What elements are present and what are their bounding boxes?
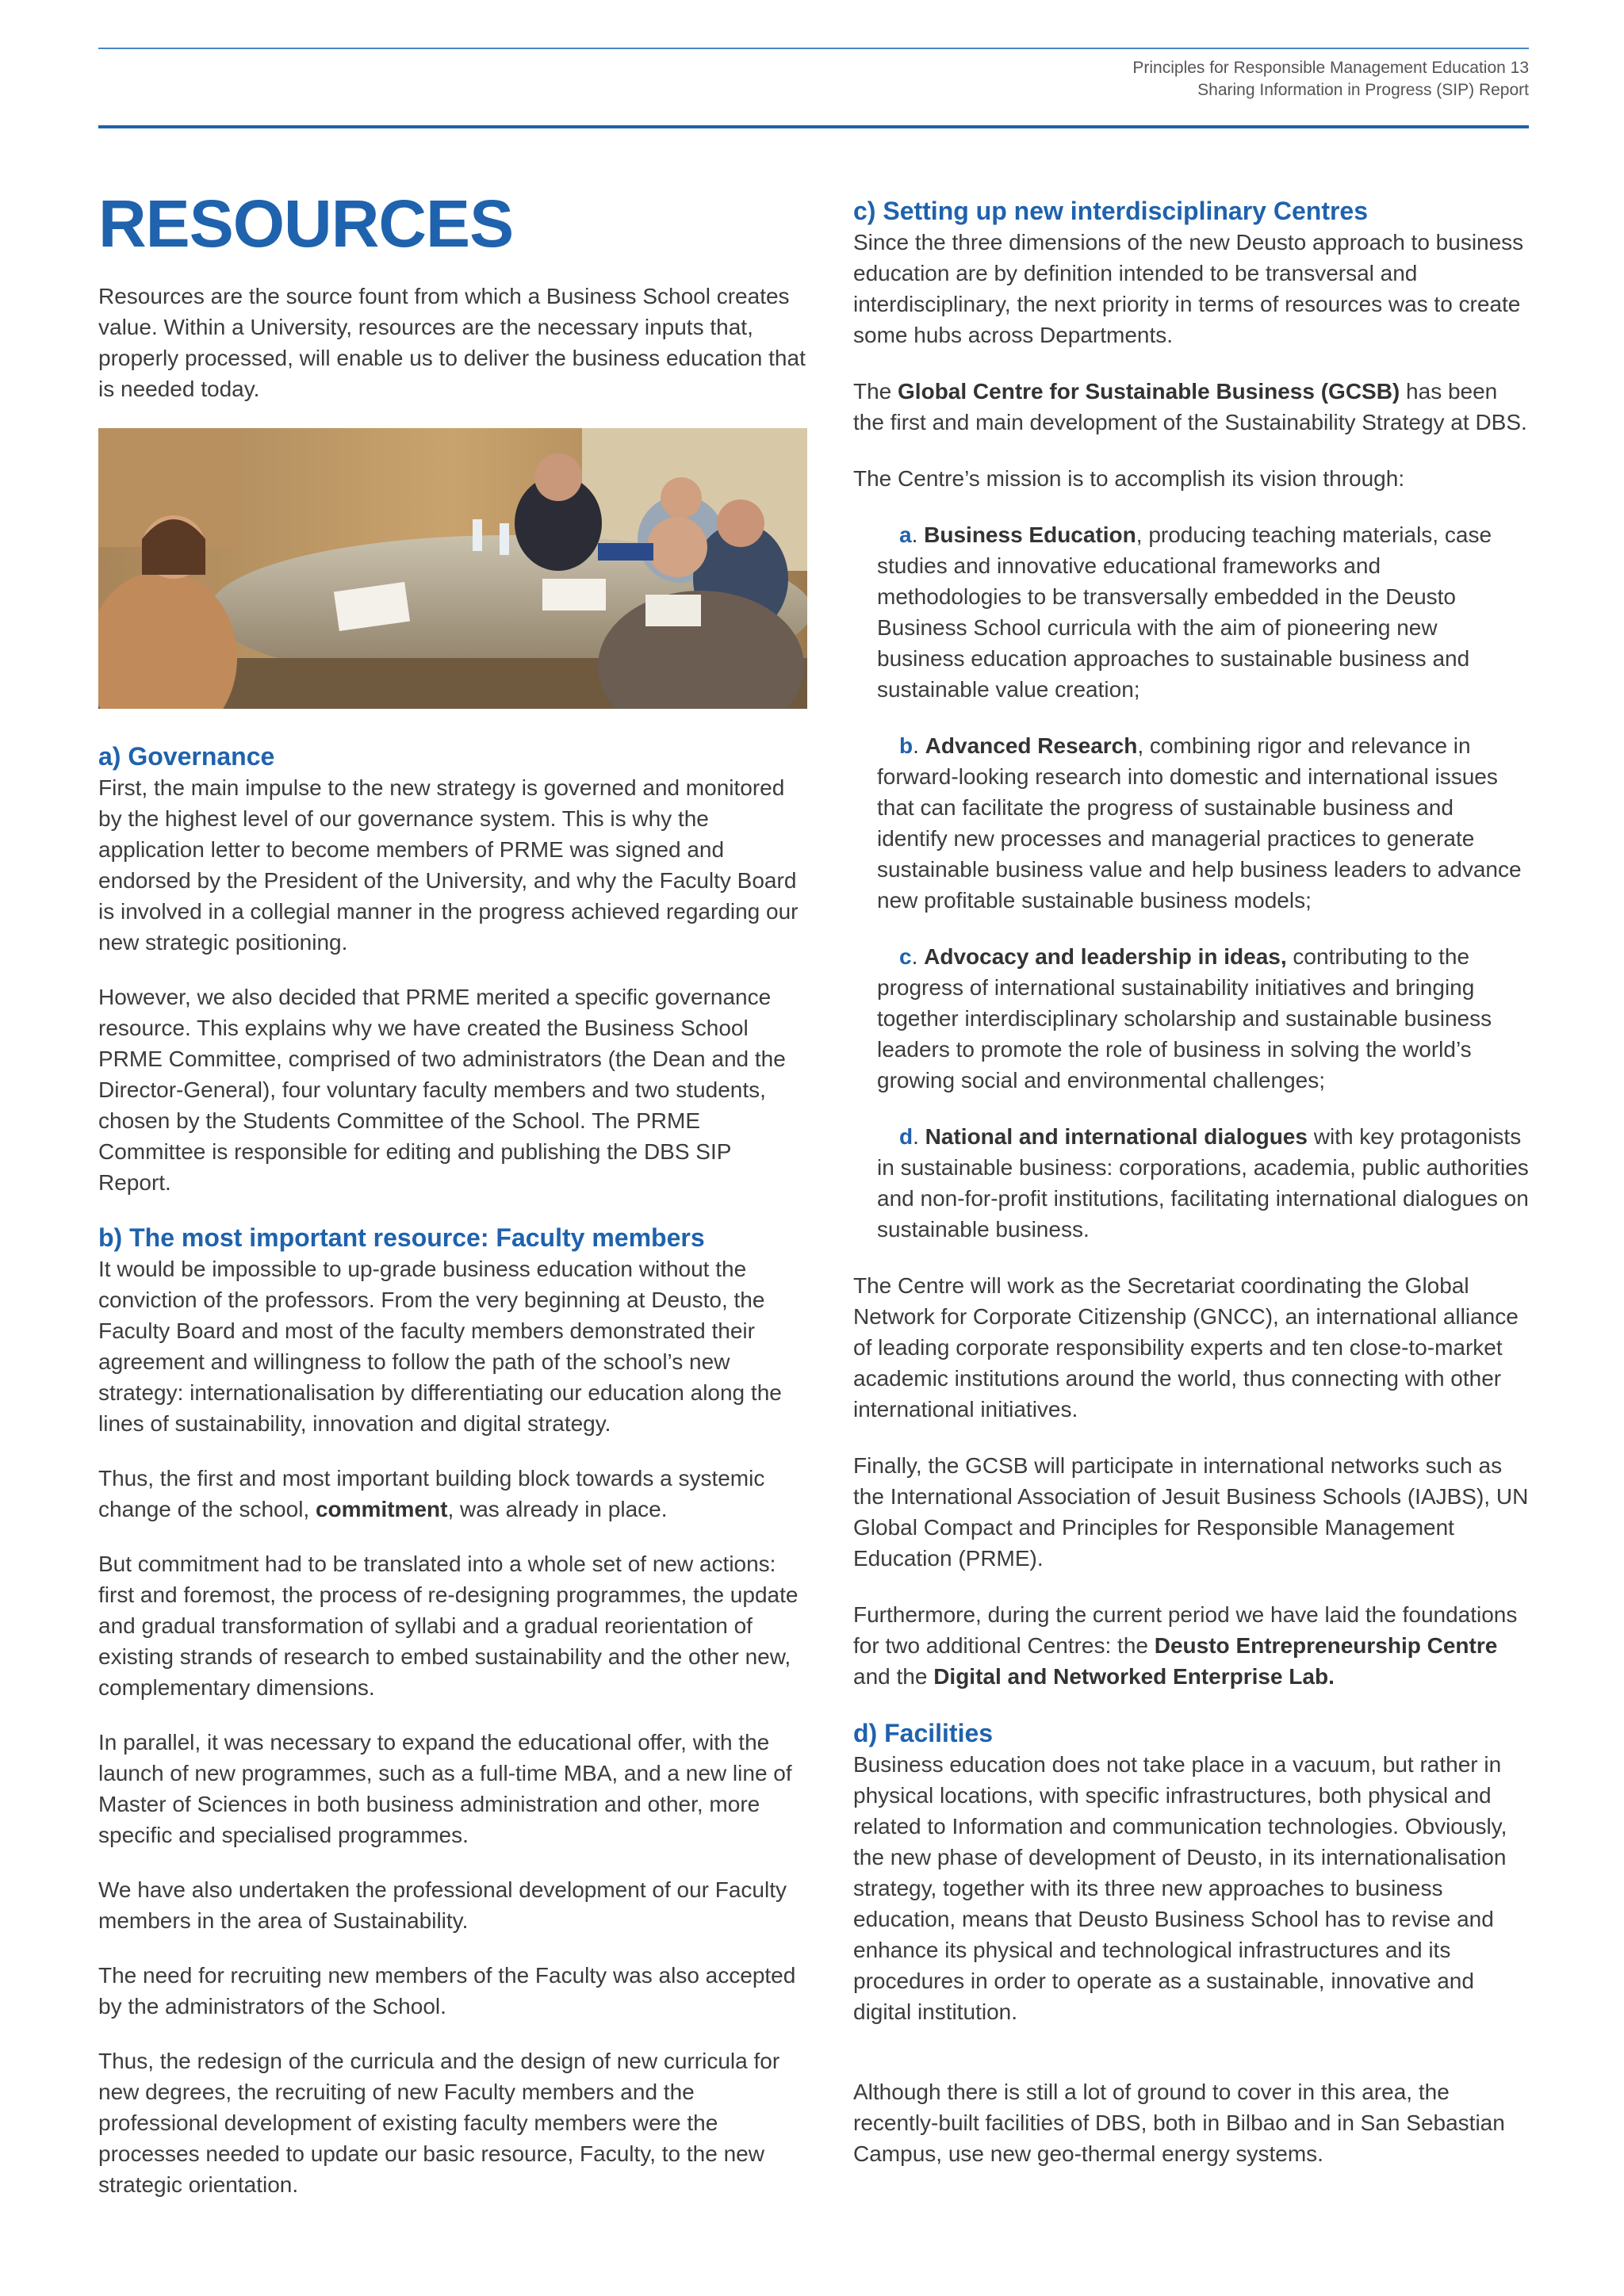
digital-lab-bold: Digital and Networked Enterprise Lab. bbox=[933, 1664, 1335, 1689]
mission-item-a-title: Business Education bbox=[924, 522, 1136, 547]
header-line-2: Sharing Information in Progress (SIP) Report bbox=[1197, 81, 1529, 99]
header-line-1: Principles for Responsible Management Education 13 bbox=[1132, 59, 1529, 77]
centres-paragraph-6-a: Furthermore, during the current period we have laid the foundations for two additional Centres: the bbox=[853, 1602, 1518, 1658]
deusto-entrepreneurship-bold: Deusto Entrepreneurship Centre bbox=[1154, 1633, 1498, 1658]
mission-item-d-text: with key protagonists in sustainable business: corporations, academia, public authorities and non-for-profit institutions, facilitating international dialogues on sustainable business. bbox=[877, 1124, 1529, 1242]
centres-paragraph-2 bbox=[853, 376, 1529, 438]
mission-item-c-text: contributing to the progress of international sustainability initiatives and bringing together interdisciplinary scholarship and sustainable business leaders to promote the role of business in solving the world’s growing social and environmental challenges; bbox=[877, 944, 1492, 1093]
centres-mission-intro: The Centre’s mission is to accomplish its vision through: bbox=[853, 466, 1405, 491]
mission-item-b-text: , combining rigor and relevance in forward-looking research into domestic and international issues that can facilitate the progress of sustainable business and identify new processes and managerial practices to generate sustainable business value and help business leaders to advance new profitable sustainable business models; bbox=[877, 733, 1522, 913]
faculty-paragraph-1: It would be impossible to up-grade business education without the conviction of the professors. From the very beginning at Deusto, the Faculty Board and most of the faculty members demonstrated their agreement and willingness to follow the path of the school’s new strategy: internationalisation by differentiating our education along the lines of sustainability, innovation and digital strategy. bbox=[98, 1257, 782, 1436]
faculty-paragraph-7: Thus, the redesign of the curricula and the design of new curricula for new degrees, the recruiting of new Faculty members and the professional development of existing faculty members were the processes needed to update our basic resource, Faculty, to the new strategic orientation. bbox=[98, 2049, 780, 2197]
centres-paragraph-1: Since the three dimensions of the new Deusto approach to business education are by definition intended to be transversal and interdisciplinary, the next priority in terms of resources was to create some hubs across Departments. bbox=[853, 230, 1524, 347]
spacer bbox=[853, 2053, 1529, 2076]
header-rule-top bbox=[98, 48, 1529, 49]
mission-item-b-title: Advanced Research bbox=[925, 733, 1138, 758]
faculty-paragraph-4: In parallel, it was necessary to expand the educational offer, with the launch of new programmes, such as a full-time MBA, and a new line of Master of Sciences in both business administration and other, more specific and specialised programmes. bbox=[98, 1730, 792, 1847]
centres-heading: c) Setting up new interdisciplinary Centres bbox=[853, 197, 1369, 225]
faculty-paragraph-2-c: , was already in place. bbox=[447, 1497, 668, 1521]
centres-paragraph-2-c: has been the first and main development of the Sustainability Strategy at DBS. bbox=[853, 379, 1527, 434]
mission-item-c: c. Advocacy and leadership in ideas, contributing to the progress of international sustainability initiatives and bringing together interdisciplinary scholarship and sustainable business leaders to promote the role of business in solving the world’s growing social and environmental challenges; bbox=[877, 944, 1492, 1093]
left-column bbox=[98, 184, 809, 2200]
right-column bbox=[853, 195, 1529, 2195]
mission-item-d-title: National and international dialogues bbox=[925, 1124, 1308, 1149]
meeting-photo bbox=[98, 428, 807, 709]
mission-item-a-letter: a bbox=[899, 522, 912, 547]
mission-item-c-letter: c bbox=[899, 944, 912, 969]
page-header bbox=[1132, 57, 1529, 101]
page-title: RESOURCES bbox=[98, 186, 514, 261]
mission-item-a-text: , producing teaching materials, case studies and innovative educational frameworks and methodologies to be transversally embedded in the Deusto Business School curricula with the aim of pioneering new business education approaches to sustainable business and sustainable value creation; bbox=[877, 522, 1492, 702]
faculty-paragraph-3: But commitment had to be translated into a whole set of new actions: first and foremost, the process of re-designing programmes, the update and gradual transformation of syllabi and a gradual reorientation of existing strands of research to embed sustainability and the other new, complementary dimensions. bbox=[98, 1552, 799, 1700]
faculty-heading: b) The most important resource: Faculty members bbox=[98, 1223, 705, 1252]
centres-paragraph-5: Finally, the GCSB will participate in international networks such as the International Association of Jesuit Business Schools (IAJBS), UN Global Compact and Principles for Responsible Management Education (PRME). bbox=[853, 1453, 1529, 1571]
centres-paragraph-4: The Centre will work as the Secretariat coordinating the Global Network for Corporate Citizenship (GNCC), an international alliance of leading corporate responsibility experts and ten close-to-market academic institutions around the world, thus connecting with other international initiatives. bbox=[853, 1273, 1519, 1422]
mission-item-b: b. Advanced Research, combining rigor and relevance in forward-looking research into domestic and international issues that can facilitate the progress of sustainable business and identify new processes and managerial practices to generate sustainable business value and help business leaders to advance new profitable sustainable business models; bbox=[877, 733, 1522, 913]
governance-paragraph-2: However, we also decided that PRME merited a specific governance resource. This explains why we have created the Business School PRME Committee, comprised of two administrators (the Dean and the Director-General), four voluntary faculty members and two students, chosen by the Students Committee of the School. The PRME Committee is responsible for editing and publishing the DBS SIP Report. bbox=[98, 985, 786, 1195]
centres-paragraph-6 bbox=[853, 1599, 1529, 1692]
governance-heading: a) Governance bbox=[98, 742, 275, 771]
faculty-paragraph-2-a: Thus, the first and most important building block towards a systemic change of the school, bbox=[98, 1466, 765, 1521]
facilities-heading: d) Facilities bbox=[853, 1719, 994, 1747]
centres-paragraph-2-a: The bbox=[853, 379, 898, 404]
mission-item-c-title: Advocacy and leadership in ideas, bbox=[924, 944, 1287, 969]
faculty-paragraph-5: We have also undertaken the professional development of our Faculty members in the area of Sustainability. bbox=[98, 1877, 787, 1933]
commitment-bold: commitment bbox=[315, 1497, 448, 1521]
mission-item-a: a. Business Education, producing teaching materials, case studies and innovative educational frameworks and methodologies to be transversally embedded in the Deusto Business School curricula with the aim of pioneering new business education approaches to sustainable business and sustainable value creation; bbox=[877, 522, 1492, 702]
mission-item-d-letter: d bbox=[899, 1124, 914, 1149]
intro-paragraph: Resources are the source fount from which a Business School creates value. Within a University, resources are the necessary inputs that, properly processed, will enable us to deliver the business education that is needed today. bbox=[98, 284, 806, 401]
facilities-paragraph-1: Business education does not take place in a vacuum, but rather in physical locations, with specific infrastructures, both physical and related to Information and communication technologies. Obviously, the new phase of development of Deusto, in its internationalisation strategy, together with its three new approaches to business education, means that Deusto Business School has to revise and enhance its physical and technological infrastructures and its procedures in order to operate as a sustainable, innovative and digital institution. bbox=[853, 1752, 1507, 2024]
faculty-paragraph-6: The need for recruiting new members of the Faculty was also accepted by the administrators of the School. bbox=[98, 1963, 796, 2019]
faculty-paragraph-2 bbox=[98, 1463, 809, 1525]
mission-item-b-letter: b bbox=[899, 733, 914, 758]
mission-item-d: d. National and international dialogues with key protagonists in sustainable business: corporations, academia, public authorities and non-for-profit institutions, facilitating international dialogues on sustainable business. bbox=[877, 1124, 1529, 1242]
governance-paragraph-1: First, the main impulse to the new strategy is governed and monitored by the highest level of our governance system. This is why the application letter to become members of PRME was signed and endorsed by the President of the University, and why the Faculty Board is involved in a collegial manner in the progress achieved regarding our new strategic positioning. bbox=[98, 775, 799, 955]
gcsb-bold: Global Centre for Sustainable Business (GCSB) bbox=[898, 379, 1400, 404]
facilities-paragraph-2: Although there is still a lot of ground to cover in this area, the recently-built facilities of DBS, both in Bilbao and in San Sebastian Campus, use new geo-thermal energy systems. bbox=[853, 2080, 1505, 2166]
header-rule-bottom bbox=[98, 125, 1529, 128]
centres-paragraph-6-c: and the bbox=[853, 1664, 934, 1689]
